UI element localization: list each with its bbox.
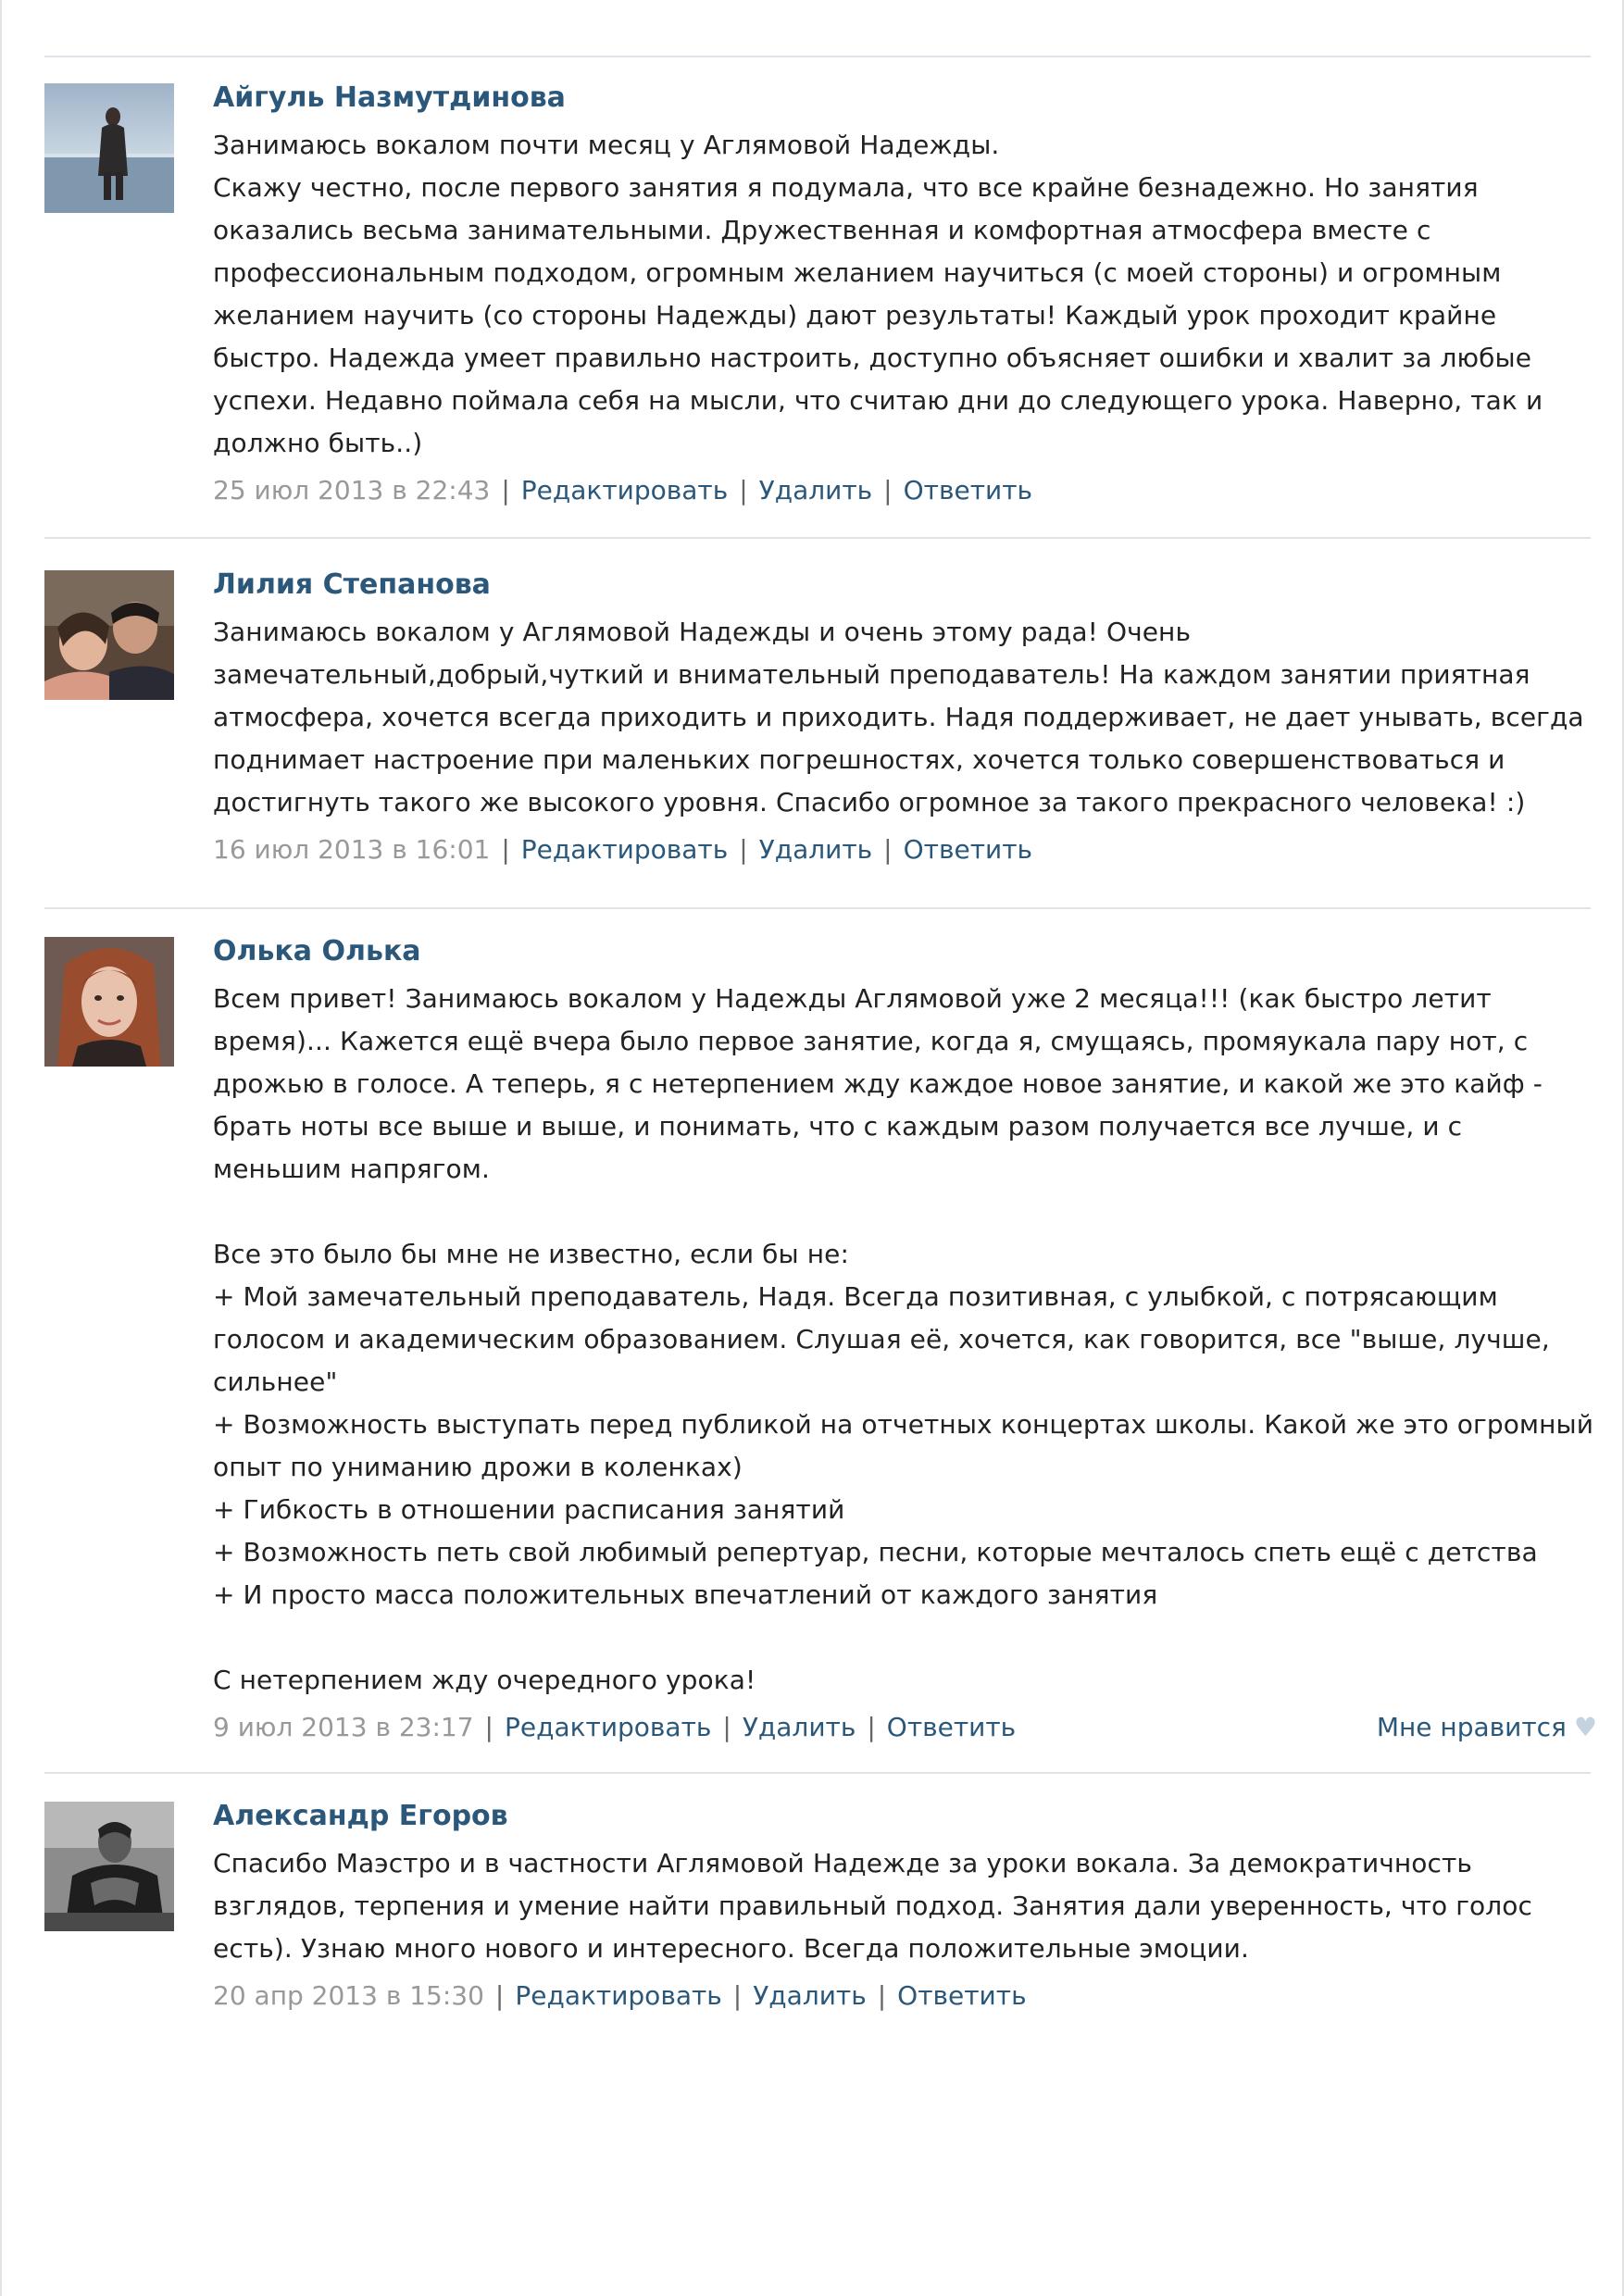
heart-icon: ♥ [1573,1712,1597,1742]
separator: | [722,1712,731,1742]
review-divider [44,1772,1591,1774]
review-meta [213,1976,1597,2016]
delete-link[interactable]: Удалить [758,834,873,865]
review-meta [213,470,1597,511]
review-item [44,570,1591,909]
edit-link[interactable]: Редактировать [520,475,729,505]
avatar[interactable] [44,83,174,213]
separator: | [739,834,748,865]
review-list-item: + Возможность выступать перед публикой на отчетных концертах школы. Какой же это огромный опыт по униманию дрожи в коленках) [213,1409,1594,1482]
separator: | [494,1980,505,2011]
separator: | [484,1712,493,1742]
top-divider [44,56,1591,57]
reply-link[interactable]: Ответить [897,1980,1027,2011]
reply-link[interactable]: Ответить [903,834,1033,865]
review-divider [44,537,1591,539]
review-paragraph: Скажу честно, после первого занятия я подумала, что все крайне безнадежно. Но занятия оказались весьма занимательными. Дружественная и комфортная атмосфера вместе с профессиональным подходом, огромным желанием научиться (с моей стороны) и огромным желанием научить (со стороны Надежды) дают результаты! Каждый урок проходит крайне быстро. Надежда умеет правильно настроить, доступно объясняет ошибки и хвалит за любые успехи. Недавно поймала себя на мысли, что считаю дни до следующего урока. Наверно, так и должно быть..) [213,172,1543,458]
review-item [44,935,1597,1774]
avatar[interactable] [44,1802,174,1931]
review-item [44,1802,1591,2042]
separator: | [867,1712,876,1742]
separator: | [501,475,510,505]
delete-link[interactable]: Удалить [742,1712,856,1742]
review-text [213,124,1597,465]
review-list-item: + И просто масса положительных впечатлений от каждого занятия [213,1579,1158,1610]
review-paragraph: Занимаюсь вокалом у Аглямовой Надежды и очень этому рада! Очень замечательный,добрый,чуткий и внимательный преподаватель! На каждом занятии приятная атмосфера, хочется всегда приходить и приходить. Надя поддерживает, не дает унывать, всегда поднимает настроение при маленьких погрешностях, хочется только совершенствоваться и достигнуть такого же высокого уровня. Спасибо огромное за такого прекрасного человека! :) [213,617,1584,817]
review-text [213,611,1597,824]
separator: | [739,475,748,505]
review-meta [213,1707,1597,1748]
delete-link[interactable]: Удалить [753,1980,867,2011]
review-date[interactable]: 16 июл 2013 в 16:01 [213,834,491,865]
separator: | [501,834,510,865]
avatar[interactable] [44,937,174,1067]
review-item [44,83,1591,539]
delete-link[interactable]: Удалить [758,475,873,505]
edit-link[interactable]: Редактировать [504,1712,712,1742]
separator: | [883,475,893,505]
separator: | [732,1980,743,2011]
review-list-item: + Гибкость в отношении расписания занятий [213,1494,845,1525]
separator: | [877,1980,887,2011]
edit-link[interactable]: Редактировать [520,834,729,865]
review-date[interactable]: 20 апр 2013 в 15:30 [213,1980,484,2011]
review-text [213,978,1597,1702]
review-divider [44,907,1591,909]
author-name-link[interactable]: Олька Олька [213,935,421,967]
separator: | [883,834,893,865]
author-name-link[interactable]: Айгуль Назмутдинова [213,81,566,114]
review-list-item: + Возможность петь свой любимый репертуар, песни, которые мечталось спеть ещё с детства [213,1537,1538,1567]
review-date[interactable]: 9 июл 2013 в 23:17 [213,1712,474,1742]
edit-link[interactable]: Редактировать [515,1980,722,2011]
review-paragraph: С нетерпением жду очередного урока! [213,1665,756,1695]
like-label: Мне нравится [1376,1712,1567,1742]
reply-link[interactable]: Ответить [886,1712,1017,1742]
review-list-item: + Мой замечательный преподаватель, Надя. Всегда позитивная, с улыбкой, с потрясающим голосом и академическим образованием. Слушая её, хочется, как говорится, все "выше, лучше, сильнее" [213,1281,1550,1397]
like-button[interactable] [1377,1707,1597,1748]
review-paragraph: Занимаюсь вокалом почти месяц у Аглямовой Надежды. [213,130,1000,160]
review-meta [213,830,1597,870]
review-paragraph: Спасибо Маэстро и в частности Аглямовой Надежде за уроки вокала. За демократичность взглядов, терпения и умение найти правильный подход. Занятия дали уверенность, что голос есть). Узнаю много нового и интересного. Всегда положительные эмоции. [213,1848,1532,1964]
author-name-link[interactable]: Александр Егоров [213,1800,508,1832]
author-name-link[interactable]: Лилия Степанова [213,568,491,601]
avatar[interactable] [44,570,174,700]
review-date[interactable]: 25 июл 2013 в 22:43 [213,475,491,505]
review-paragraph: Всем привет! Занимаюсь вокалом у Надежды Аглямовой уже 2 месяца!!! (как быстро летит время)... Кажется ещё вчера было первое занятие, когда я, смущаясь, промяукала пару нот, с дрожью в голосе. А теперь, я с нетерпением жду каждое новое занятие, и какой же это кайф - брать ноты все выше и выше, и понимать, что с каждым разом получается все лучше, и с меньшим напрягом. [213,983,1543,1184]
review-text [213,1842,1597,1970]
review-paragraph: Все это было бы мне не известно, если бы не: [213,1239,850,1269]
reply-link[interactable]: Ответить [903,475,1033,505]
